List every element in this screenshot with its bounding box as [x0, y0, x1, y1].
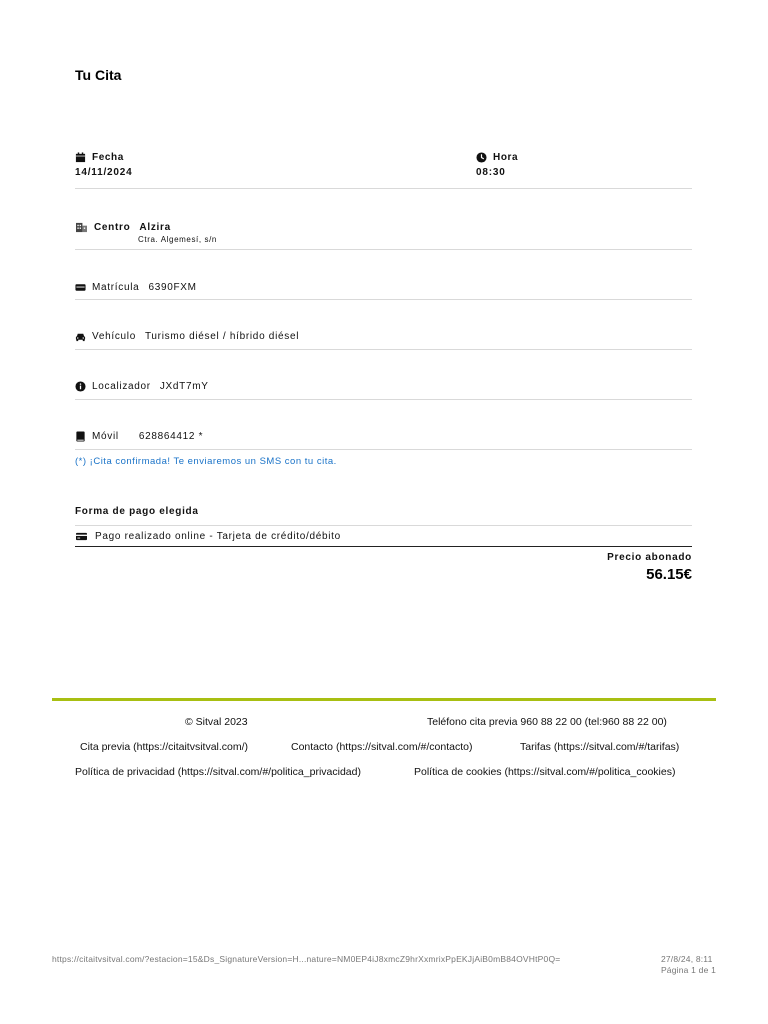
building-icon: [75, 222, 88, 233]
print-url: https://citaitvsitval.com/?estacion=15&Ds_SignatureVersion=H...nature=NM0EP4iJ8xmcZ9hrXxmrixPpEKJjAiB0mB84OVHtP0Q=: [52, 954, 561, 964]
time-block: [476, 150, 518, 178]
center-label: Centro: [94, 221, 131, 233]
date-label: Fecha: [92, 151, 124, 163]
date-block: [75, 150, 133, 178]
clock-icon: [476, 152, 487, 163]
page-title: Tu Cita: [75, 67, 122, 83]
footer-link-privacidad[interactable]: Política de privacidad (https://sitval.com/#/politica_privacidad): [75, 766, 361, 778]
payment-method-row: [75, 525, 692, 547]
center-row: [75, 220, 692, 250]
credit-card-icon: [75, 531, 88, 542]
license-plate-icon: [75, 282, 86, 293]
locator-value: JXdT7mY: [159, 380, 209, 392]
vehicle-label: Vehículo: [92, 330, 136, 342]
plate-value: 6390FXM: [148, 281, 197, 293]
payment-method: Pago realizado online - Tarjeta de crédito/débito: [95, 530, 341, 542]
locator-row: [75, 379, 692, 400]
price-label: Precio abonado: [607, 552, 692, 563]
confirmation-note: (*) ¡Cita confirmada! Te enviaremos un SMS con tu cita.: [75, 456, 337, 467]
center-address: Ctra. Algemesí, s/n: [138, 235, 217, 244]
print-date-block: [661, 954, 716, 976]
plate-row: [75, 280, 692, 300]
mobile-label: Móvil: [92, 430, 119, 442]
date-value: 14/11/2024: [75, 167, 133, 178]
footer-link-tarifas[interactable]: Tarifas (https://sitval.com/#/tarifas): [520, 741, 680, 753]
payment-title: Forma de pago elegida: [75, 506, 199, 517]
footer-link-contacto[interactable]: Contacto (https://sitval.com/#/contacto): [291, 741, 473, 753]
footer-phone-link[interactable]: Teléfono cita previa 960 88 22 00 (tel:960 88 22 00): [427, 716, 667, 728]
mobile-row: [75, 429, 692, 450]
time-value: 08:30: [476, 167, 506, 178]
footer-copyright: © Sitval 2023: [185, 716, 248, 728]
print-datetime: 27/8/24, 8:11: [660, 954, 713, 964]
vehicle-value: Turismo diésel / híbrido diésel: [144, 330, 300, 342]
vehicle-row: [75, 329, 692, 350]
footer-link-cita-previa[interactable]: Cita previa (https://citaitvsitval.com/): [80, 741, 249, 753]
mobile-value: 628864412 *: [138, 430, 204, 442]
footer-link-cookies[interactable]: Política de cookies (https://sitval.com/#/politica_cookies): [414, 766, 676, 778]
plate-label: Matrícula: [92, 281, 140, 293]
mobile-icon: [75, 431, 86, 442]
center-value: Alzira: [139, 221, 171, 233]
print-page-number: Página 1 de 1: [660, 965, 716, 975]
date-time-row: [75, 150, 692, 189]
time-label: Hora: [493, 151, 519, 163]
price-value: 56.15€: [646, 566, 692, 583]
calendar-icon: [75, 152, 86, 163]
footer-divider: [52, 698, 716, 701]
info-icon: [75, 381, 86, 392]
locator-label: Localizador: [92, 380, 151, 392]
car-icon: [75, 331, 86, 342]
